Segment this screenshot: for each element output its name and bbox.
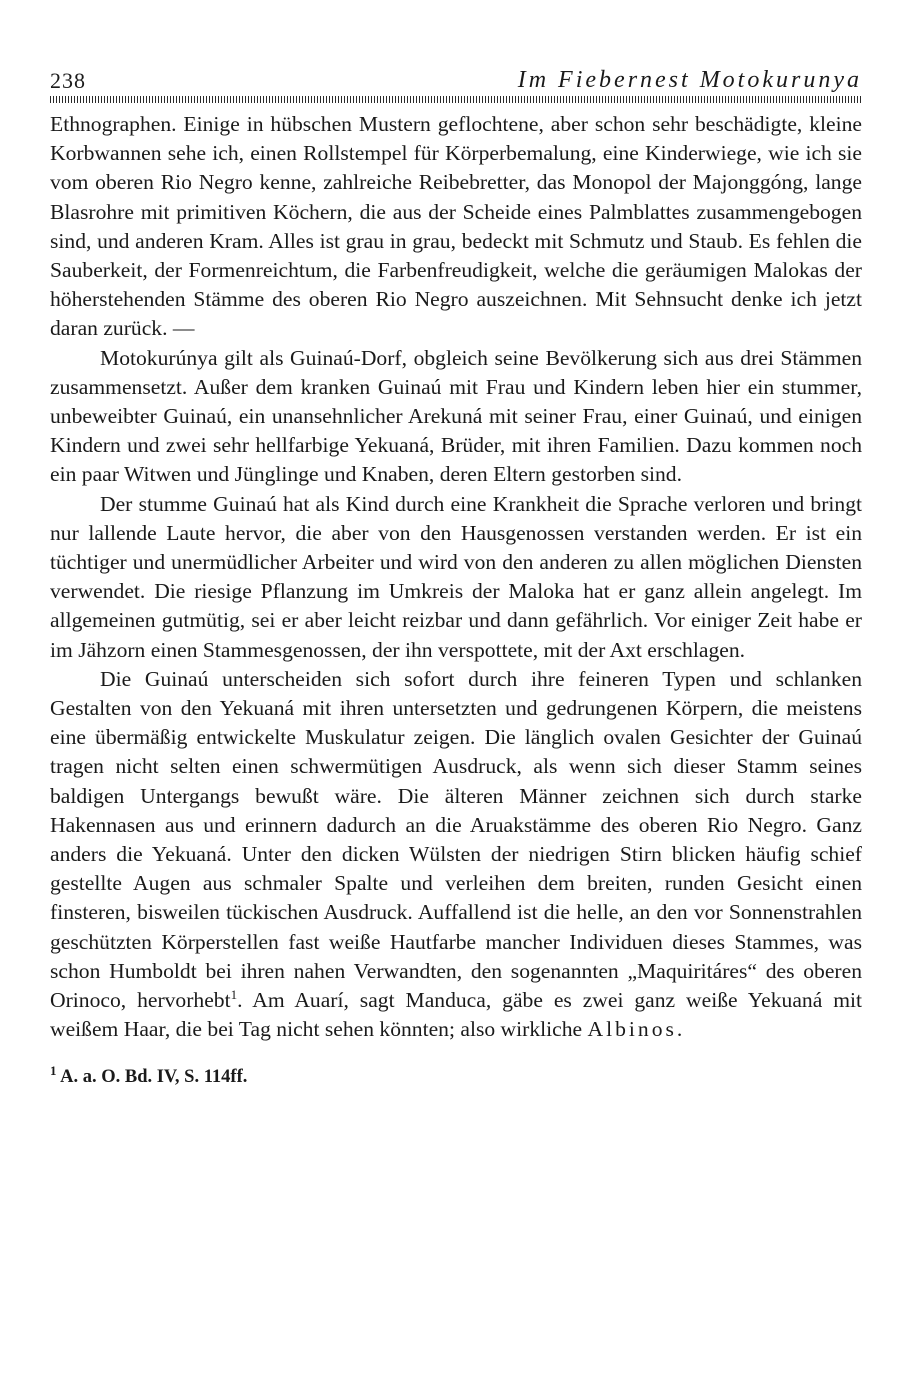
paragraph-text: Die Guinaú unterscheiden sich sofort durch ihre feineren Typen und schlanken Gestalten von den Yekuaná mit ihren untersetzten und gedrungenen Körpern, die meistens eine übermäßig entwickelte Muskulatur zeigen. Die länglich ovalen Gesichter der Guinaú tragen nicht selten einen schwermütigen Ausdruck, als wenn sich dieser Stamm seines baldigen Untergangs bewußt wäre. Die älteren Männer zeichnen sich durch starke Hakennasen aus und erinnern dadurch an die Aruakstämme des oberen Rio Negro. Ganz anders die Yekuaná. Unter den dicken Wülsten der niedrigen Stirn blicken häufig schief gestellte Augen aus schmaler Spalte und verleihen dem breiten, runden Gesicht einen finsteren, bisweilen tückischen Ausdruck. Auffallend ist die helle, an den vor Sonnenstrahlen geschützten Körperstellen fast weiße Hautfarbe mancher Individuen dieses Stammes, was schon Humboldt bei ihren nahen Verwandten, den sogenannten „Maquiritáres“ des oberen Orinoco, hervorhebt xyxy=(50,666,862,1013)
running-title: Im Fiebernest Motokurunya xyxy=(517,67,862,93)
page-number: 238 xyxy=(50,68,86,93)
paragraph-end: . xyxy=(676,1017,683,1042)
book-page xyxy=(50,66,862,1089)
paragraph: Ethnographen. Einige in hübschen Mustern geflochtene, aber schon sehr beschädigte, kleine Korbwannen sehe ich, einen Rollstempel für Körperbemalung, eine Kinderwiege, wie ich sie vom oberen Rio Negro kenne, zahlreiche Reibebretter, das Monopol der Majonggóng, lange Blasrohre mit primitiven Köchern, die aus der Scheide eines Palmblattes zusammengebogen sind, und anderen Kram. Alles ist grau in grau, bedeckt mit Schmutz und Staub. Es fehlen die Sauberkeit, der Formenreichtum, die Farbenfreudigkeit, welche die geräumigen Malokas der höherstehenden Stämme des oberen Rio Negro auszeichnen. Mit Sehnsucht denke ich jetzt daran zurück. — xyxy=(50,112,862,341)
header-rule xyxy=(50,96,862,103)
footnote xyxy=(50,1062,862,1089)
footnote-text: A. a. O. Bd. IV, S. 114ff. xyxy=(56,1066,248,1087)
paragraph: Der stumme Guinaú hat als Kind durch eine Krankheit die Sprache verloren und bringt nur lallende Laute hervor, die aber von den Hausgenossen verstanden werden. Er ist ein tüchtiger und unermüdlicher Arbeiter und wird von den anderen zu allen möglichen Diensten verwendet. Die riesige Pflanzung im Umkreis der Maloka hat er ganz allein angelegt. Im allgemeinen gutmütig, sei er aber leicht reizbar und dann gefährlich. Vor einiger Zeit habe er im Jähzorn einen Stammesgenossen, der ihn verspottete, mit der Axt erschlagen. xyxy=(50,491,862,662)
emphasized-word: Albinos xyxy=(587,1017,677,1042)
paragraph-text-continued: . Am Auarí, sagt Manduca, gäbe es zwei ganz weiße Yekuaná mit weißem Haar, die bei Tag nicht sehen könnten; also wirkliche xyxy=(50,988,862,1042)
page-header xyxy=(50,66,862,94)
body-text xyxy=(50,110,862,1045)
paragraph xyxy=(50,665,862,1045)
paragraph: Motokurúnya gilt als Guinaú-Dorf, obgleich seine Bevölkerung sich aus drei Stämmen zusammensetzt. Außer dem kranken Guinaú mit Frau und Kindern leben hier ein stummer, unbeweibter Guinaú, ein unansehnlicher Arekuná mit seiner Frau, einer Guinaú, und einigen Kindern und zwei sehr hellfarbige Yekuaná, Brüder, mit ihren Familien. Dazu kommen noch ein paar Witwen und Jünglinge und Knaben, deren Eltern gestorben sind. xyxy=(50,345,862,487)
footnote-reference: 1 xyxy=(230,986,238,1002)
footnote-mark: 1 xyxy=(50,1062,57,1078)
